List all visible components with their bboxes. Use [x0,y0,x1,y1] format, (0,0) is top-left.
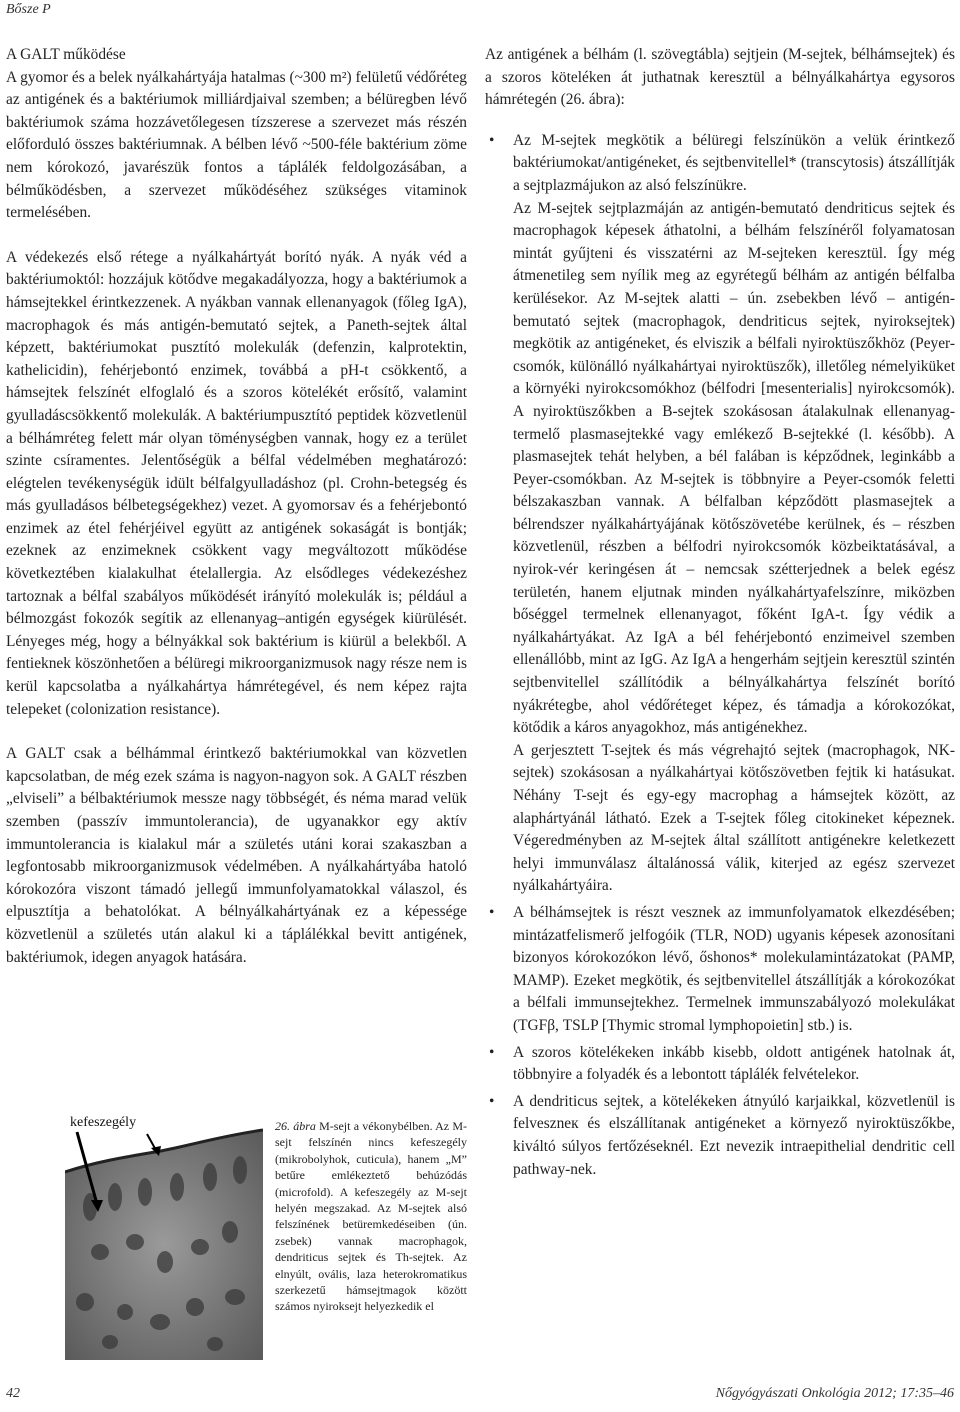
page-number: 42 [6,1386,20,1401]
bullet-item [513,1042,955,1087]
caption-text: M-sejt a vékonybélben. Az M-sejt felszínén nincs kefeszegély (mikrobolyhok, cuticula), hanem „M” betűre emlékeztető behúzódás (microfold). A kefeszegély az M-sejt helyén megszakad. Az M-sejtek alsó felszínének betüremkedéseiben (ún. zsebek) vannak macrophagok, dendriticus sejtek és Th-sejtek. Az elnyúlt, ovális, laza heterokromatikus szerkezetű hámsejtmagok között számos nyiroksejt helyezkedik el [275,1119,468,1314]
paragraph: A védekezés első rétege a nyálkahártyát borító nyák. A nyák véd a baktériumoktól: hozzájuk kötődve megakadályozza, hogy a baktériumok a hámsejtekkel érintkezzenek. A nyákban vannak ellenanyagok (főleg IgA), macrophagok és más antigén-bemutató sejtek, a Paneth-sejtek által képzett, baktériumokat pusztító molekulák (defenzin, kalprotektin, kathelicidin), fehérjebontó enzimek, továbbá a pH-t csökkentő, a hámsejtek felszínét elfoglaló és a szoros kötelékét erősítő, valamint gyulladáscsökkentő molekulák. A baktériumpusztító peptidek közvetlenül a bélhámréteg felett már olyan töménységben vannak, hogy ez a terület szinte csíramentes. Jelentőségük a bélfal védelmében meghatározó: elégtelen tevékenységük idült bélfalgyulladáshoz (pl. Crohn-betegség és más gyulladásos bélbetegségekhez) vezet. A gyomorsav és a fehérjebontó enzimek az étel fehérjéivel együtt az antigének sokaságát is bontják; ezeknek az enzimeknek csökkent vagy megváltozott működése következtében kialakulhat ételallergia. Az elsődleges védekezéshez tartoznak a bélfal szabályos működését irányító molekulák is; például a bélmozgást fokozók segítik az ellenanyag–antigén egységek kiürülését. Lényeges még, hogy a bélnyákkal sok baktérium is kiürül a belekből. A fentieknek köszönhetően a bélüregi mikroorganizmusok nagy része nem is kerül kapcsolatba a nyálkahártya hámrétegével, és nem képez rajta telepeket (colonization resistance). [6,248,467,718]
paragraph: A gyomor és a belek nyálkahártyája hatalmas (~300 m²) felületű védőréteg az antigének és a baktériumok milliárdjaival szemben; a bélüregben lévő baktériumok száma hozzávetőlegesen tízszerese a szervezet más részén előforduló összes baktériumnak. A bélben lévő ~500-féle baktérium zöme nem kórokozó, javarészük fontos a táplálék feldolgozásában, a bélműködésben, a szervezet működéséhez szükséges vitaminok termelésében. [6,68,467,222]
bullet-item [513,130,955,898]
bullet-text: Az M-sejtek sejtplazmáján az antigén-bemutató dendriticus sejtek és macrophagok képesek áthatolni, a bélhám felszínéről folyamatosan mintát gyűjteni és visszatérni az M-sejteken keresztül. Így még átmenetileg sem nyílik meg az egyrétegű bélhám az antigén bélfalba kerülésekor. Az M-sejtek alatti – ún. zsebekben lévő – antigén-bemutató sejtek (macrophagok, dendriticus sejtek, nyiroksejtek) megkötik az antigéneket, és elviszik a bélfali nyiroktüszőkhöz (Peyer-csomók, különálló nyálkahártyai nyiroktüszők), illetőleg némelyiküket a környéki nyirokcsomókhoz (bélfodri [mesenterialis] nyirokcsomók). A nyiroktüszőkben a B-sejtek szokásosan átalakulnak ellenanyag-termelő plasmasejtekké vagy emlékező B-sejtekké (l. később). A plasmasejtek tehát helyben, a bél falában is képződnek, leginkább a Peyer-csomókban. Az M-sejtek is többnyire a Peyer-csomók feletti bélszakaszban vannak. A bélfalban képződött plasmasejtek a bélrendszer nyálkahártyájának kötőszövetébe kerülnek, és – részben közvetlenül, részben a bélfodri nyirokcsomók közbeiktatásával, a nyirok-vér keringésen át – nemcsak szétterjednek a belek egész területén, hanem eljutnak minden nyálkahártyafelszínre, miközben bőséggel termelnek ellenanyagot, főként IgA-t. Így védik a nyálkahártyákat. Az IgA a bél fehérjebontó enzimeivel szemben ellenállóbb, mint az IgG. Az IgA a hengerhám sejtjein keresztül szintén sejtbenvitellel szállítódik a bélnyálkahártya felszínét borító nyákrétegbe, ahol védőréteget képez, és támadja a kórokozókat, kötődik a káros anyagokhoz, más antigénekhez. [513,199,955,737]
figure-label-kefeszegely: kefeszegély [70,1115,137,1130]
bullet-text: • A szoros kötelékeken inkább kisebb, oldott antigének hatolnak át, többnyire a folyadék és a lebontott táplálék felvételekor. [513,1043,955,1084]
paragraph: A GALT csak a bélhámmal érintkező baktériumokkal van közvetlen kapcsolatban, de még ezek száma is nagyon-nagyon sok. A GALT részben „elviseli” a bélbaktériumok messze nagy többségét, és néma marad velük szemben (passzív immuntolerancia), de ugyanakkor egy aktív immuntolerancia is kialakul már a születés utáni korai szakaszban a legfontosabb mikroorganizmusok védelmében. A nyálkahártyába hatoló kórokozóra viszont támadó jellegű immunfolyamatokkal válaszol, és elpusztítja a behatolókat. A bélnyálkahártyának ez a képessége közvetlenül a születés után alakul ki a táplálékkal bevitt antigének, baktériumok, idegen anyagok hatására. [6,745,467,966]
journal-citation: Nőgyógyászati Onkológia 2012; 17:35–46 [715,1386,954,1401]
bullet-item [513,1091,955,1181]
bullet-text: A gerjesztett T-sejtek és más végrehajtó sejtek (macrophagok, NK-sejtek) szokásosan a nyálkahártyai kötőszövetben fejtik ki hatásukat. Néhány T-sejt és egy-egy macrophag a hámsejtek között, az alaphártyánál látható. Ezek a T-sejtek főleg citokineket képeznek. Végeredményben az M-sejtek által szállított antigénekre keletkezett helyi immunválasz általánossá válik, kiterjed az egész szervezet nyálkahártyáira. [513,741,955,895]
intro-paragraph: Az antigének a bélhám (l. szövegtábla) sejtjein (M-sejtek, bélhámsejtek) és a szoros köteléken át juthatnak keresztül a bélnyálkahártya egysoros hámrétegén (26. ábra): [485,46,955,109]
micrograph-image [65,1112,263,1360]
running-header-author: Bősze P [6,2,51,17]
left-column [6,44,467,969]
figure-caption [275,1118,467,1315]
caption-title: 26. ábra [275,1119,316,1133]
bullet-text: • Az M-sejtek megkötik a bélüregi felszínükön a velük érintkező baktériumokat/antigéneket, és sejtbenvitellel* (transcytosis) átszállítják a sejtplazmájukon az alsó felszínükre. [513,131,955,194]
bullet-list [485,130,955,1181]
section-title: A GALT működése [6,46,126,63]
bullet-text: • A bélhámsejtek is részt vesznek az immunfolyamatok elkezdésében; mintázatfelismerő jelfogóik (TLR, NOD) ugyanis képesek azonosítani bizonyos kórokozókon lévő, őshonos* molekulamintázatokat (PAMP, MAMP). Ezeket megkötik, és sejtbenvitellel átszállítják a kórokozókat a bélfali immunsejtekhez. Termelnek immunszabályozó molekulákat (TGFβ, TSLP [Thymic stromal lymphopoietin] stb.) is. [513,903,955,1034]
right-column [485,44,955,1185]
bullet-text: • A dendriticus sejtek, a kötelékeken átnyúló karjaikkal, közvetlenül is felveszneк és elszállítanak antigéneket a környező nyiroktüszőkbe, kiváltó súlyos fertőzéseknél. Ezt nevezik intraepithelial dendritic cell pathway-nek. [513,1092,955,1178]
micrograph-figure [65,1112,263,1360]
bullet-item [513,902,955,1038]
